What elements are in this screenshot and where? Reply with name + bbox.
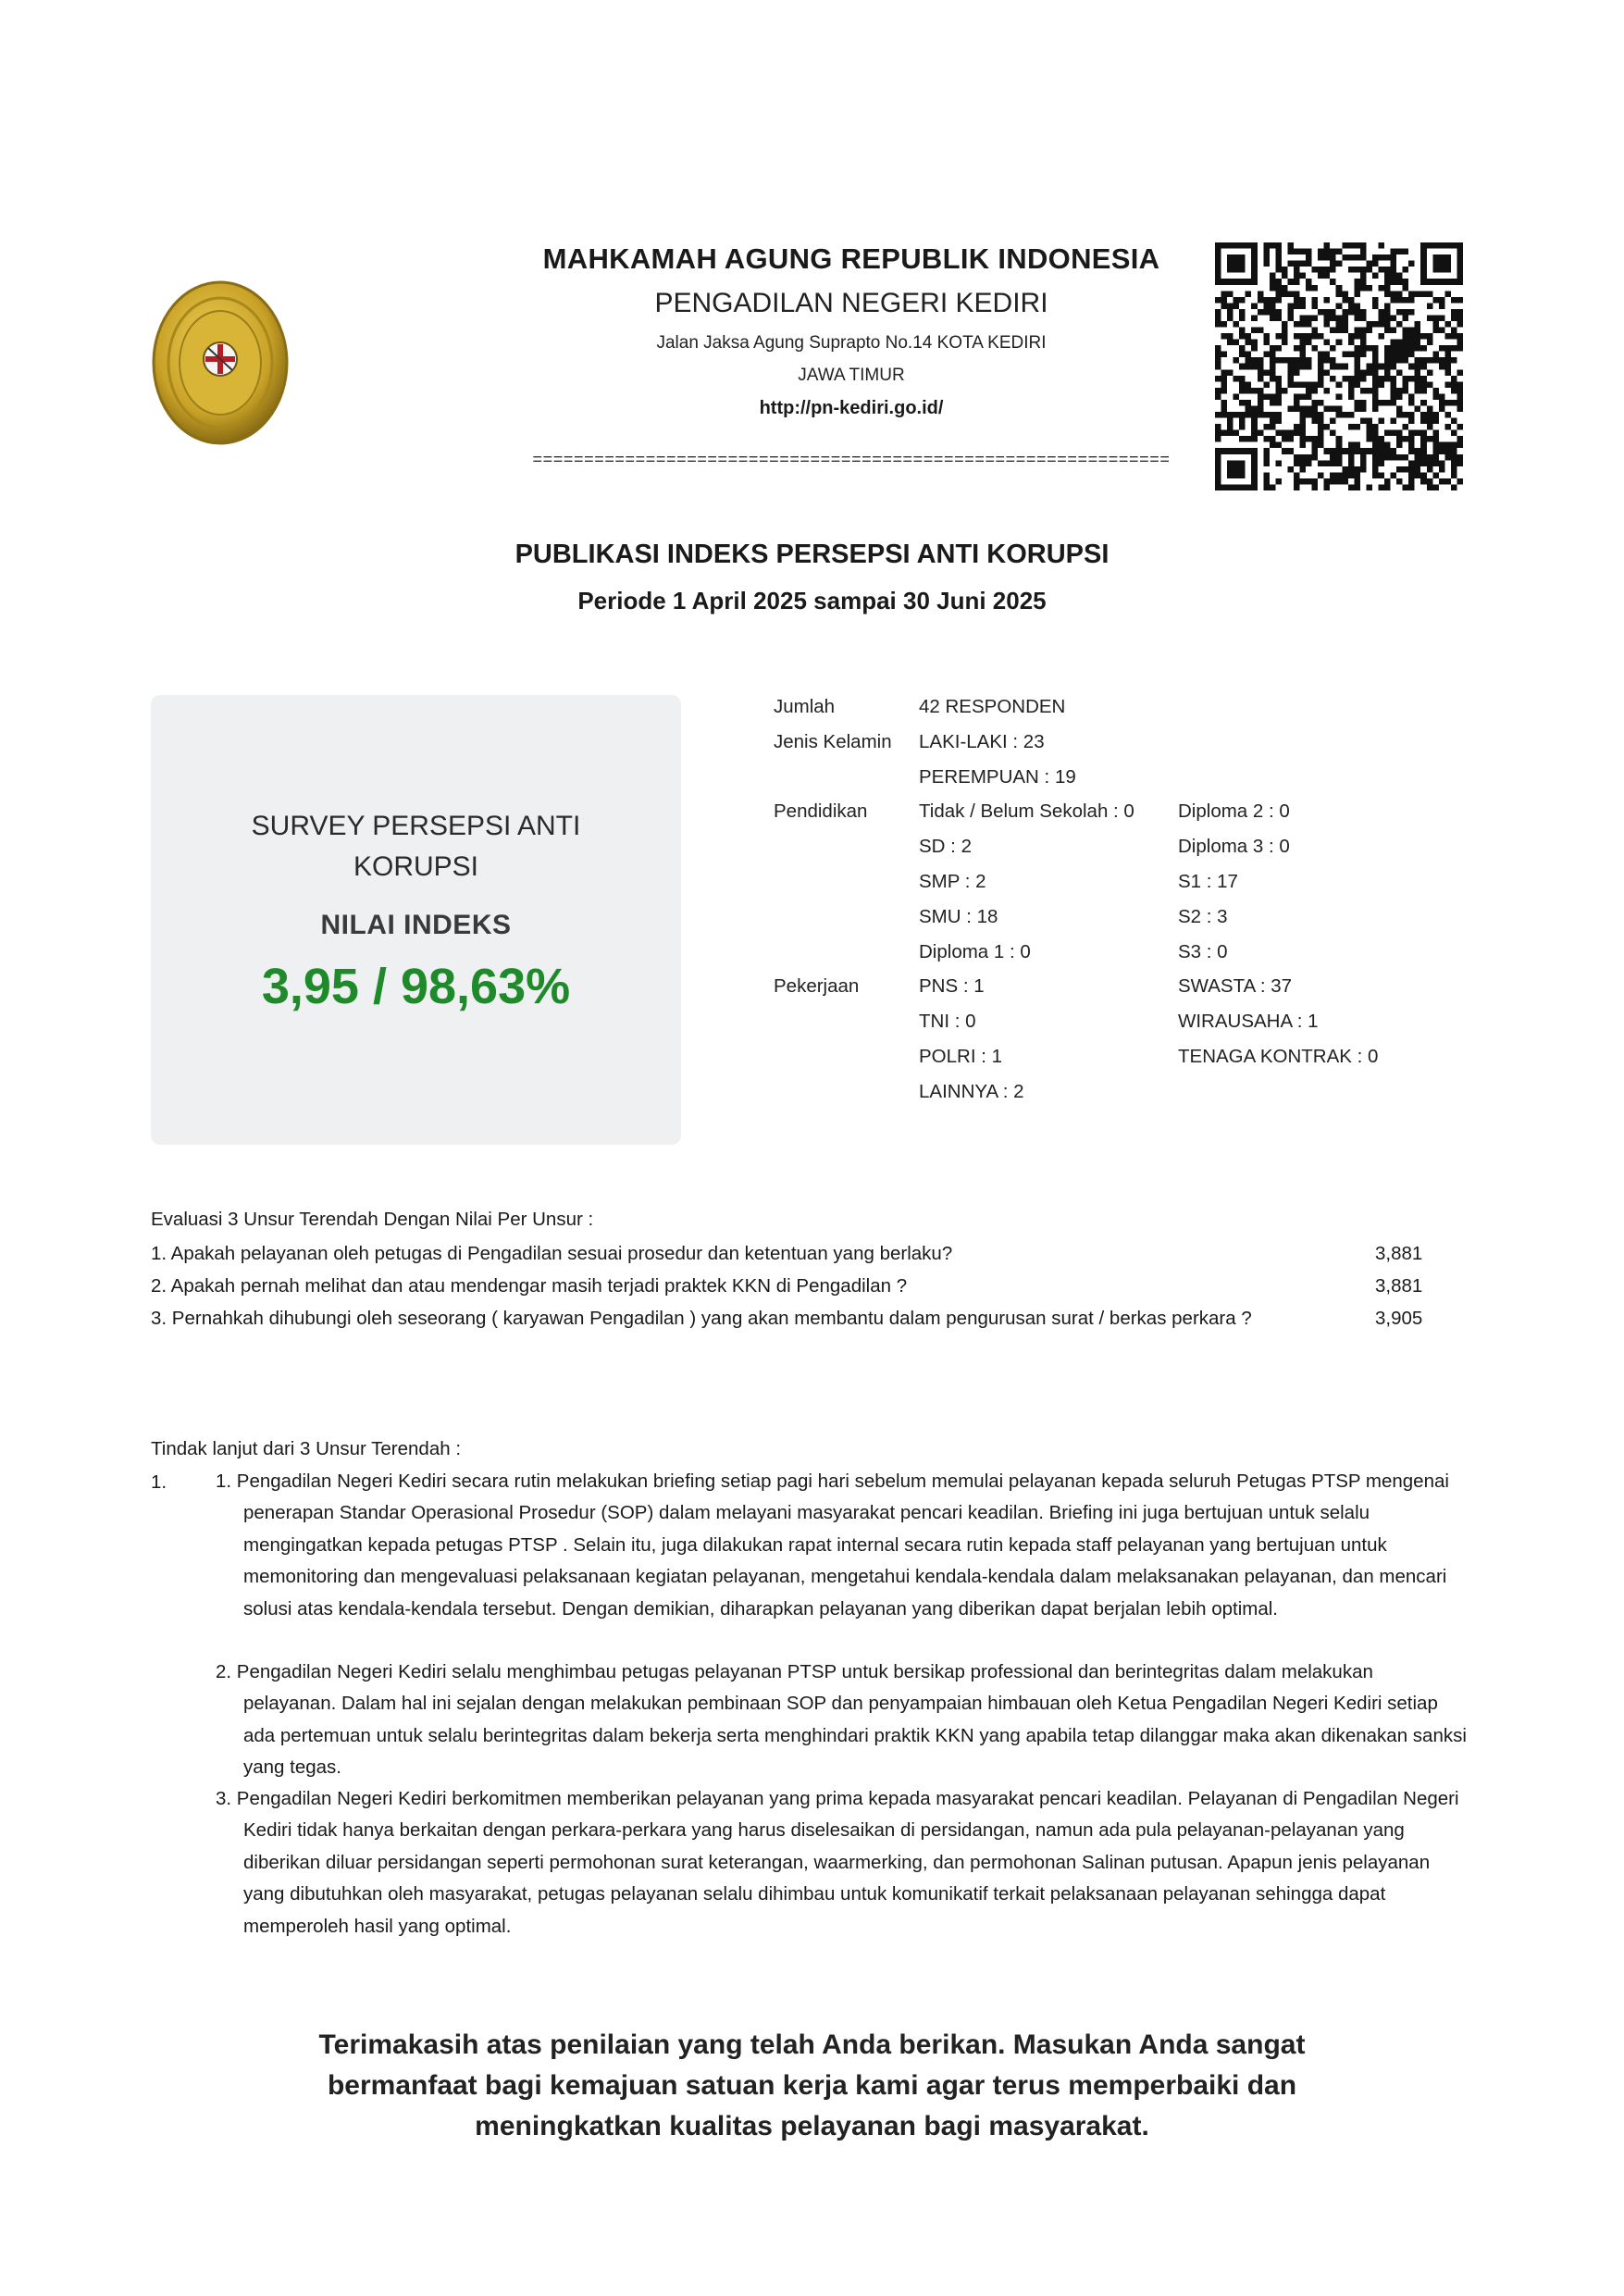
evaluation-question: 1. Apakah pelayanan oleh petugas di Pengadilan sesuai prosedur dan ketentuan yang berlaku? bbox=[151, 1243, 953, 1264]
demographics-value: SMP : 2 bbox=[919, 871, 986, 892]
demographics-value: TENAGA KONTRAK : 0 bbox=[1178, 1046, 1379, 1067]
demographics-value: SWASTA : 37 bbox=[1178, 975, 1293, 998]
header-divider: ============================================================== bbox=[532, 450, 1171, 468]
follow-up-item: 3. Pengadilan Negeri Kediri berkomitmen memberikan pelayanan yang prima kepada masyarakat pencari keadilan. Pelayanan di Pengadilan Negeri Kediri tidak hanya berkaitan dengan perkara-perkara yang harus diselesaikan di persidangan, namun ada pula pelayanan-pelayanan yang diberikan diluar persidangan seperti permohonan surat keterangan, waarmerking, dan permohonan Salinan putusan. Apapun jenis pelayanan yang dibutuhkan oleh masyarakat, petugas pelayanan selalu dihimbau untuk komunikatif terkait pelaksanaan pelayanan sehingga dapat memperoleh hasil yang optimal. bbox=[216, 1788, 1459, 1937]
evaluation-value: 3,905 bbox=[1375, 1308, 1423, 1329]
court-emblem-logo bbox=[151, 279, 290, 446]
demographics-value: LAINNYA : 2 bbox=[919, 1080, 1024, 1102]
closing-message: Terimakasih atas penilaian yang telah Anda berikan. Masukan Anda sangat bermanfaat bagi kemajuan satuan kerja kami agar terus memperbaiki dan meningkatkan kualitas pelayanan bagi masyarakat. bbox=[318, 2029, 1306, 2141]
demographics-value: PEREMPUAN : 19 bbox=[919, 765, 1076, 788]
index-card bbox=[151, 695, 681, 1145]
follow-up-item: 1. Pengadilan Negeri Kediri secara rutin melakukan briefing setiap pagi hari sebelum memulai pelayanan kepada seluruh Petugas PTSP mengenai penerapan Standar Operasional Prosedur (SOP) dalam melayani masyarakat pencari keadilan. Briefing ini juga bertujuan untuk selalu mengingatkan kepada petugas PTSP . Selain itu, juga dilakukan rapat internal secara rutin kepada staff pelayanan yang bertujuan untuk memonitoring dan mengevaluasi pelaksanaan kegiatan pelayanan, mengetahui kendala-kendala dalam melaksanakan pelayanan, dan mencari solusi atas kendala-kendala tersebut. Dengan demikian, diharapkan pelayanan yang diberikan dapat berjalan lebih optimal. bbox=[216, 1471, 1449, 1620]
demographics-value: S2 : 3 bbox=[1178, 905, 1228, 927]
demographics-value: LAKI-LAKI : 23 bbox=[919, 730, 1045, 752]
demographics-label: Pekerjaan bbox=[774, 975, 860, 998]
demographics-value: Tidak / Belum Sekolah : 0 bbox=[919, 800, 1134, 823]
document-title: PUBLIKASI INDEKS PERSEPSI ANTI KORUPSI bbox=[514, 540, 1110, 569]
demographics-value: S1 : 17 bbox=[1178, 871, 1238, 892]
evaluation-value: 3,881 bbox=[1375, 1243, 1423, 1264]
org-name: MAHKAMAH AGUNG REPUBLIK INDONESIA bbox=[542, 242, 1160, 275]
demographics-value: Diploma 3 : 0 bbox=[1178, 836, 1290, 858]
card-label: NILAI INDEKS bbox=[320, 910, 512, 940]
demographics-value: TNI : 0 bbox=[919, 1011, 976, 1033]
evaluation-heading: Evaluasi 3 Unsur Terendah Dengan Nilai Per Unsur : bbox=[151, 1209, 594, 1230]
card-title: SURVEY PERSEPSI ANTI KORUPSI bbox=[251, 811, 581, 882]
demographics-value: 42 RESPONDEN bbox=[919, 696, 1066, 717]
follow-up-heading: Tindak lanjut dari 3 Unsur Terendah : bbox=[151, 1438, 462, 1459]
evaluation-question: 2. Apakah pernah melihat dan atau mendengar masih terjadi praktek KKN di Pengadilan ? bbox=[151, 1275, 908, 1297]
demographics-value: POLRI : 1 bbox=[919, 1046, 1003, 1067]
demographics-value: PNS : 1 bbox=[919, 975, 985, 998]
index-value: 3,95 / 98,63% bbox=[261, 959, 571, 1014]
follow-up-number: 1. bbox=[151, 1471, 167, 1493]
demographics-label: Jenis Kelamin bbox=[774, 730, 892, 752]
court-province: JAWA TIMUR bbox=[798, 366, 905, 385]
demographics-value: S3 : 0 bbox=[1178, 940, 1228, 962]
demographics-value: Diploma 2 : 0 bbox=[1178, 800, 1290, 823]
demographics-value: SMU : 18 bbox=[919, 905, 998, 927]
evaluation-value: 3,881 bbox=[1375, 1275, 1423, 1297]
court-url[interactable]: http://pn-kediri.go.id/ bbox=[759, 398, 944, 418]
demographics-label: Pendidikan bbox=[774, 800, 868, 823]
court-address: Jalan Jaksa Agung Suprapto No.14 KOTA KEDIRI bbox=[656, 333, 1047, 353]
document-period: Periode 1 April 2025 sampai 30 Juni 2025 bbox=[577, 587, 1047, 614]
demographics-label: Jumlah bbox=[774, 696, 836, 717]
evaluation-question: 3. Pernahkah dihubungi oleh seseorang ( karyawan Pengadilan ) yang akan membantu dalam pengurusan surat / berkas perkara ? bbox=[151, 1308, 1252, 1329]
court-name: PENGADILAN NEGERI KEDIRI bbox=[654, 288, 1048, 318]
demographics-value: Diploma 1 : 0 bbox=[919, 940, 1031, 962]
follow-up-item: 2. Pengadilan Negeri Kediri selalu menghimbau petugas pelayanan PTSP untuk bersikap professional dan berintegritas dalam melakukan pelayanan. Dalam hal ini sejalan dengan melakukan pembinaan SOP dan penyampaian himbauan oleh Ketua Pengadilan Negeri Kediri setiap ada pertemuan untuk selalu berintegritas dalam bekerja serta menghindari praktik KKN yang apabila tetap dilanggar maka akan dikenakan sanksi yang tegas. bbox=[216, 1661, 1467, 1779]
demographics-value: SD : 2 bbox=[919, 836, 972, 858]
demographics-value: WIRAUSAHA : 1 bbox=[1178, 1011, 1319, 1033]
qr-code bbox=[1215, 242, 1463, 490]
